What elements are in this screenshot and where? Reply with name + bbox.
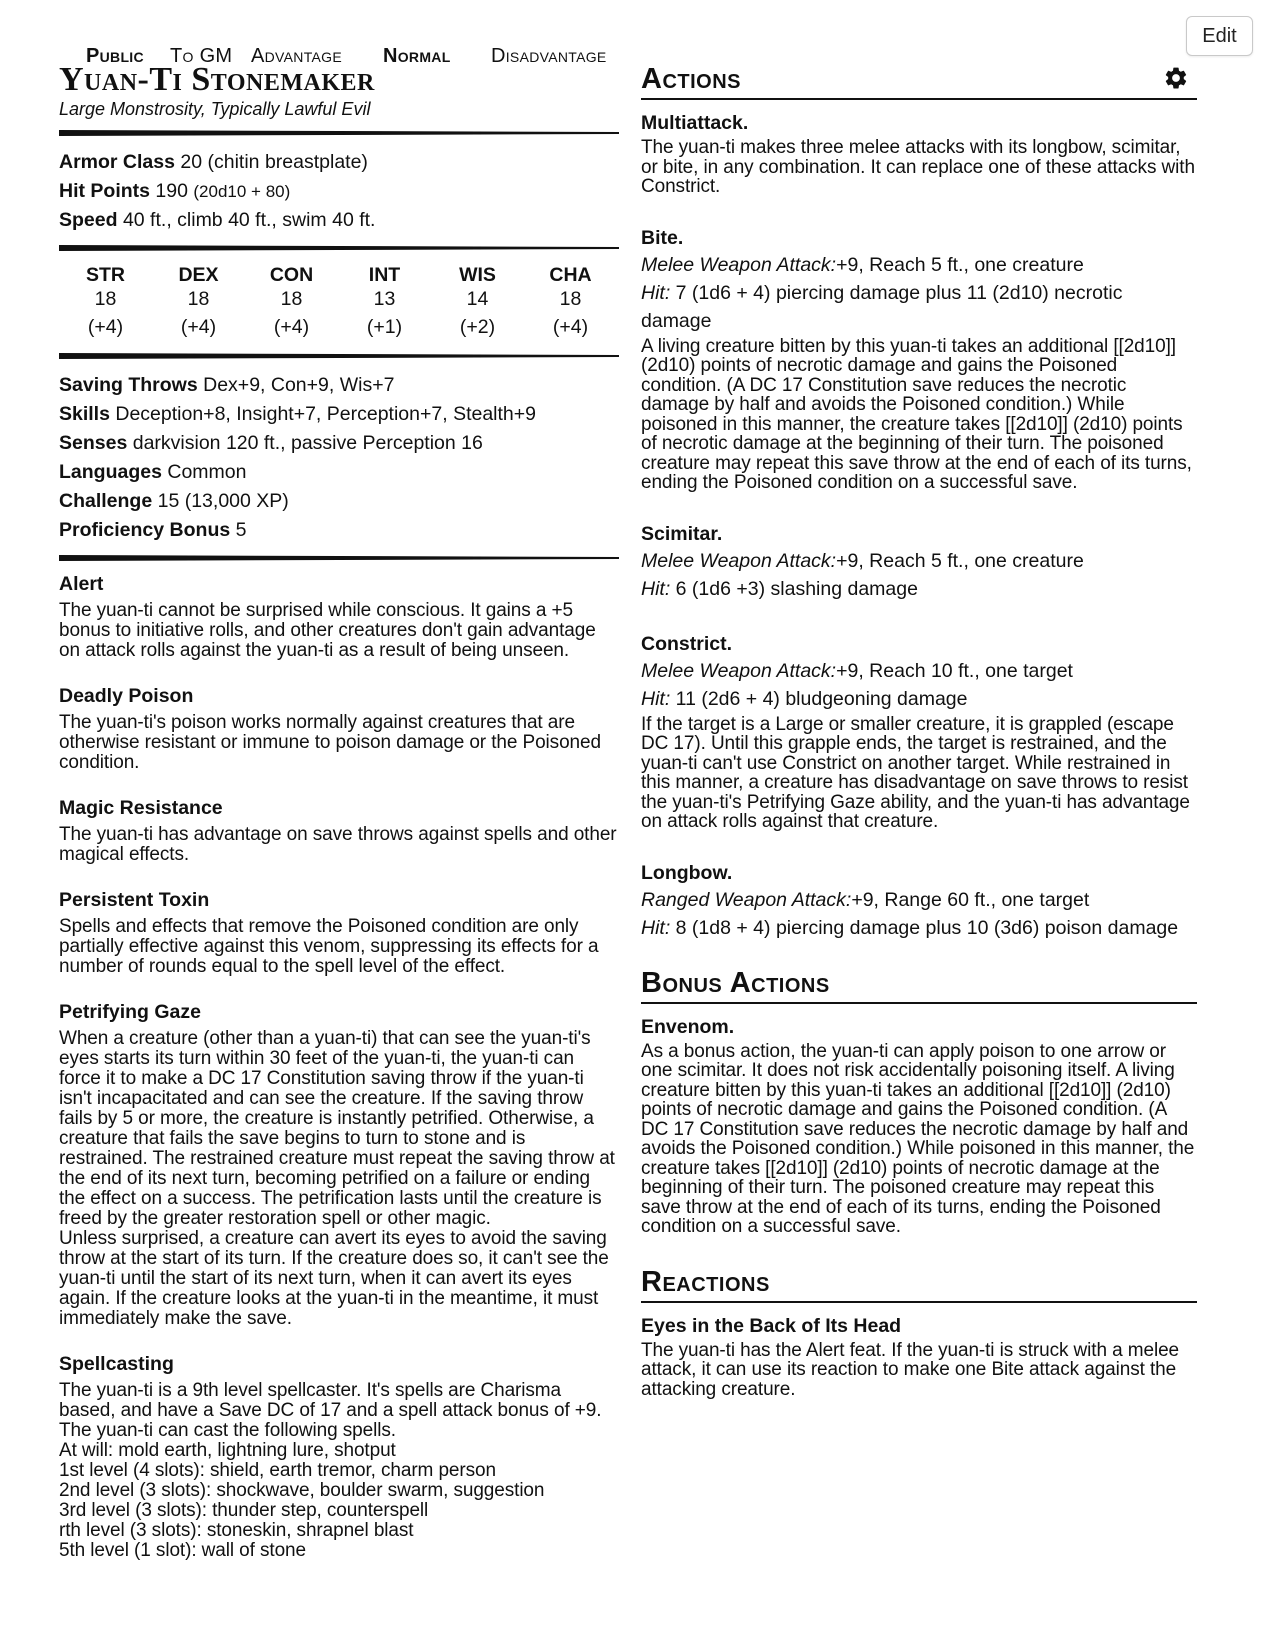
challenge (59, 487, 619, 516)
trait-line: The yuan-ti cannot be surprised while conscious. It gains a +5 bonus to initiative rolls, and other creatures don't gain advantage on attack rolls against the yuan-ti as a result of being unseen. (59, 600, 596, 661)
trait-description (59, 917, 619, 977)
action-item (641, 225, 1197, 493)
ability-modifier[interactable]: (+4) (180, 316, 217, 338)
stat-block-right-column (641, 62, 1197, 1427)
divider (59, 243, 619, 253)
attack-roll-line[interactable] (641, 657, 1197, 685)
ability-dex[interactable] (152, 263, 245, 343)
trait-item (59, 795, 619, 865)
trait-description (59, 713, 619, 773)
bonus-actions-heading-text: Bonus Actions (641, 966, 830, 999)
ability-modifier[interactable]: (+1) (366, 316, 403, 338)
hit-details: 11 (2d6 + 4) bludgeoning damage (670, 687, 968, 710)
ability-name: STR (86, 264, 125, 286)
trait-item (59, 571, 619, 661)
challenge-value: 15 (13,000 XP) (157, 490, 289, 512)
actions-heading (641, 62, 1197, 100)
actions-list (641, 110, 1197, 942)
action-item (641, 860, 1197, 942)
ability-wis[interactable] (431, 263, 524, 343)
bonus-actions-heading (641, 966, 1197, 1004)
armor-class-value[interactable]: 20 (180, 151, 203, 173)
attack-details: +9, Reach 10 ft., one target (836, 659, 1073, 682)
hit-details: 7 (1d6 + 4) piercing damage plus 11 (2d10) necrotic damage (641, 281, 1123, 332)
attack-details: +9, Reach 5 ft., one creature (836, 253, 1084, 276)
senses-label: Senses (59, 432, 128, 454)
hit-details: 6 (1d6 +3) slashing damage (670, 577, 918, 600)
reactions-list (641, 1313, 1197, 1400)
hit-damage-line[interactable] (641, 685, 1197, 713)
trait-line: rth level (3 slots): stoneskin, shrapnel blast (59, 1520, 414, 1541)
action-name[interactable]: Scimitar. (641, 522, 723, 545)
roll-mode-public[interactable]: Public (86, 45, 144, 67)
attack-details: +9, Range 60 ft., one target (851, 888, 1090, 911)
trait-line: When a creature (other than a yuan-ti) that can see the yuan-ti's eyes starts its turn within 30 feet of the yuan-ti, the yuan-ti can force it to make a DC 17 Constitution saving throw if the yuan-ti isn't incapacitated and can see the creature. If the saving throw fails by 5 or more, the creature is instantly petrified. Otherwise, a creature that fails the save begins to turn to stone and is restrained. The restrained creature must repeat the saving throw at the end of its next turn, becoming petrified on a failure or ending the effect on a success. The petrification lasts until the creature is freed by the greater restoration spell or other magic. (59, 1028, 615, 1229)
attack-type: Melee Weapon Attack: (641, 253, 837, 276)
reaction-name[interactable]: Eyes in the Back of Its Head (641, 1314, 902, 1337)
divider (59, 553, 619, 563)
proficiency-bonus (59, 516, 619, 545)
trait-line: At will: mold earth, lightning lure, shotput (59, 1440, 396, 1461)
hit-damage-line[interactable] (641, 279, 1197, 335)
trait-description (59, 1381, 619, 1561)
bonus-action-name[interactable]: Envenom. (641, 1015, 735, 1038)
hit-label: Hit: (641, 281, 671, 304)
reactions-heading-text: Reactions (641, 1265, 770, 1298)
stat-block-left-column (59, 62, 619, 1583)
edit-button[interactable]: Edit (1186, 16, 1253, 56)
trait-line: The yuan-ti is a 9th level spellcaster. It's spells are Charisma based, and have a Save DC of 17 and a spell attack bonus of +9. The yuan-ti can cast the following spells. (59, 1380, 602, 1441)
speed-value: 40 ft., climb 40 ft., swim 40 ft. (122, 209, 376, 231)
action-item (641, 631, 1197, 832)
proficiency-value: 5 (235, 519, 247, 541)
hit-damage-line[interactable] (641, 914, 1197, 942)
ability-name: INT (368, 264, 401, 286)
ability-modifier[interactable]: (+4) (87, 316, 124, 338)
roll-mode-disadvantage[interactable]: Disadvantage (491, 45, 607, 67)
ability-modifier[interactable]: (+4) (552, 316, 589, 338)
trait-line: 3rd level (3 slots): thunder step, counterspell (59, 1500, 429, 1521)
trait-name[interactable]: Petrifying Gaze (59, 1001, 201, 1023)
ability-int[interactable] (338, 263, 431, 343)
monster-type: Large Monstrosity, Typically Lawful Evil (59, 99, 371, 119)
speed-label: Speed (59, 209, 118, 231)
trait-line: Spells and effects that remove the Poisoned condition are only partially effective against this venom, suppressing its effects for a number of rounds equal to the spell level of the effect. (59, 916, 599, 977)
speed (59, 206, 619, 235)
ability-score: 14 (466, 288, 489, 310)
trait-item (59, 1351, 619, 1561)
ability-cha[interactable] (524, 263, 617, 343)
bonus-action-description: As a bonus action, the yuan-ti can apply poison to one arrow or one scimitar. It does not risk accidentally poisoning itself. A living creature bitten by this yuan-ti takes an additional [[2d10]] (2d10) points of necrotic damage and gains the Poisoned condition. (A DC 17 Constitution save reduces the necrotic damage by half and avoids the Poisoned condition.) While poisoned in this manner, the creature takes [[2d10]] (2d10) points of necrotic damage at the beginning of their turn. The poisoned creature may repeat this save throw at the end of each of its turns, ending the Poisoned condition on a successful save. (641, 1040, 1195, 1237)
divider (59, 351, 619, 361)
attack-type: Melee Weapon Attack: (641, 659, 837, 682)
proficiency-label: Proficiency Bonus (59, 519, 231, 541)
senses (59, 429, 619, 458)
trait-name[interactable]: Magic Resistance (59, 797, 223, 819)
ability-str[interactable] (59, 263, 152, 343)
attack-roll-line[interactable] (641, 251, 1197, 279)
saving-throws (59, 371, 619, 400)
trait-line: The yuan-ti has advantage on save throws against spells and other magical effects. (59, 824, 617, 865)
hit-details: 8 (1d8 + 4) piercing damage plus 10 (3d6) poison damage (670, 916, 1179, 939)
hit-label: Hit: (641, 916, 671, 939)
hit-points-formula[interactable]: (20d10 + 80) (193, 182, 291, 201)
action-name[interactable]: Longbow. (641, 861, 733, 884)
ability-name: CHA (549, 264, 592, 286)
ability-score: 18 (559, 288, 582, 310)
roll-mode-normal[interactable]: Normal (383, 45, 451, 67)
action-item (641, 110, 1197, 197)
reaction-item (641, 1313, 1197, 1400)
hit-points (59, 177, 619, 206)
hit-label: Hit: (641, 687, 671, 710)
armor-class-label: Armor Class (59, 151, 175, 173)
attack-details: +9, Reach 5 ft., one creature (836, 549, 1084, 572)
skills-label: Skills (59, 403, 110, 425)
roll-mode-advantage[interactable]: Advantage (251, 45, 342, 67)
trait-item (59, 887, 619, 977)
action-name[interactable]: Bite. (641, 226, 684, 249)
bonus-actions-list (641, 1014, 1197, 1237)
action-description: If the target is a Large or smaller creature, it is grappled (escape DC 17). Until this grapple ends, the target is restrained, and the yuan-ti can't use Constrict on another target. While restrained in this manner, a creature has disadvantage on save throws to resist the yuan-ti's Petrifying Gaze ability, and the yuan-ti has advantage on attack rolls against that creature. (641, 713, 1190, 832)
hit-damage-line[interactable] (641, 575, 1197, 603)
attack-roll-line[interactable] (641, 547, 1197, 575)
trait-name[interactable]: Alert (59, 573, 104, 595)
roll-mode-to-gm[interactable]: To GM (170, 45, 233, 67)
divider (59, 128, 619, 138)
action-description: A living creature bitten by this yuan-ti takes an additional [[2d10]] (2d10) points of necrotic damage and gains the Poisoned condition. (A DC 17 Constitution save reduces the necrotic damage by half and avoids the Poisoned condition.) While poisoned in this manner, the creature takes [[2d10]] (2d10) points of necrotic damage at the beginning of their turn. The poisoned creature may repeat this save throw at the end of each of its turns, ending the Poisoned condition on a successful save. (641, 335, 1192, 493)
skills-value[interactable]: Deception+8, Insight+7, Perception+7, Stealth+9 (115, 403, 537, 425)
attack-type: Ranged Weapon Attack: (641, 888, 852, 911)
attack-roll-line[interactable] (641, 886, 1197, 914)
trait-line: 2nd level (3 slots): shockwave, boulder swarm, suggestion (59, 1480, 545, 1501)
bonus-action-item (641, 1014, 1197, 1237)
trait-item (59, 999, 619, 1329)
ability-score: 18 (187, 288, 210, 310)
trait-description (59, 1029, 619, 1329)
hit-points-label: Hit Points (59, 180, 150, 202)
trait-item (59, 683, 619, 773)
attack-type: Melee Weapon Attack: (641, 549, 837, 572)
ability-score: 13 (373, 288, 396, 310)
languages-value: Common (167, 461, 247, 483)
trait-name[interactable]: Deadly Poison (59, 685, 194, 707)
saving-throws-value[interactable]: Dex+9, Con+9, Wis+7 (203, 374, 395, 396)
action-item (641, 521, 1197, 603)
reactions-heading (641, 1265, 1197, 1303)
hit-points-value[interactable]: 190 (155, 180, 188, 202)
ability-modifier[interactable]: (+2) (459, 316, 496, 338)
ability-scores (59, 263, 619, 343)
ability-modifier[interactable]: (+4) (273, 316, 310, 338)
ability-score: 18 (94, 288, 117, 310)
ability-name: WIS (459, 264, 496, 286)
saving-throws-label: Saving Throws (59, 374, 198, 396)
skills (59, 400, 619, 429)
armor-class-note: (chitin breastplate) (207, 151, 368, 173)
senses-value: darkvision 120 ft., passive Perception 16 (132, 432, 483, 454)
trait-description (59, 825, 619, 865)
trait-description (59, 601, 619, 661)
trait-line: 1st level (4 slots): shield, earth tremor, charm person (59, 1460, 496, 1481)
action-description: The yuan-ti makes three melee attacks with its longbow, scimitar, or bite, in any combination. It can replace one of these attacks with Constrict. (641, 137, 1195, 197)
ability-name: CON (269, 264, 314, 286)
action-name[interactable]: Multiattack. (641, 112, 749, 134)
challenge-label: Challenge (59, 490, 153, 512)
trait-name[interactable]: Persistent Toxin (59, 889, 210, 911)
reaction-description: The yuan-ti has the Alert feat. If the yuan-ti is struck with a melee attack, it can use its reaction to make one Bite attack against the attacking creature. (641, 1339, 1180, 1400)
languages-label: Languages (59, 461, 162, 483)
trait-name[interactable]: Spellcasting (59, 1353, 174, 1375)
actions-heading-text: Actions (641, 63, 741, 95)
ability-name: DEX (178, 264, 219, 286)
traits-list (59, 571, 619, 1561)
ability-con[interactable] (245, 263, 338, 343)
armor-class (59, 148, 619, 177)
monster-name: Yuan-Ti Stonemaker (59, 61, 375, 98)
trait-line: Unless surprised, a creature can avert its eyes to avoid the saving throw at the start of its turn. If the creature does so, it can't see the yuan-ti until the start of its next turn, when it can avert its eyes again. If the creature looks at the yuan-ti in the meantime, it must immediately make the save. (59, 1228, 609, 1329)
hit-label: Hit: (641, 577, 671, 600)
gear-icon[interactable] (1163, 65, 1189, 91)
ability-score: 18 (280, 288, 303, 310)
trait-line: 5th level (1 slot): wall of stone (59, 1540, 306, 1561)
action-name[interactable]: Constrict. (641, 632, 733, 655)
trait-line: The yuan-ti's poison works normally against creatures that are otherwise resistant or immune to poison damage or the Poisoned condition. (59, 712, 601, 773)
languages (59, 458, 619, 487)
